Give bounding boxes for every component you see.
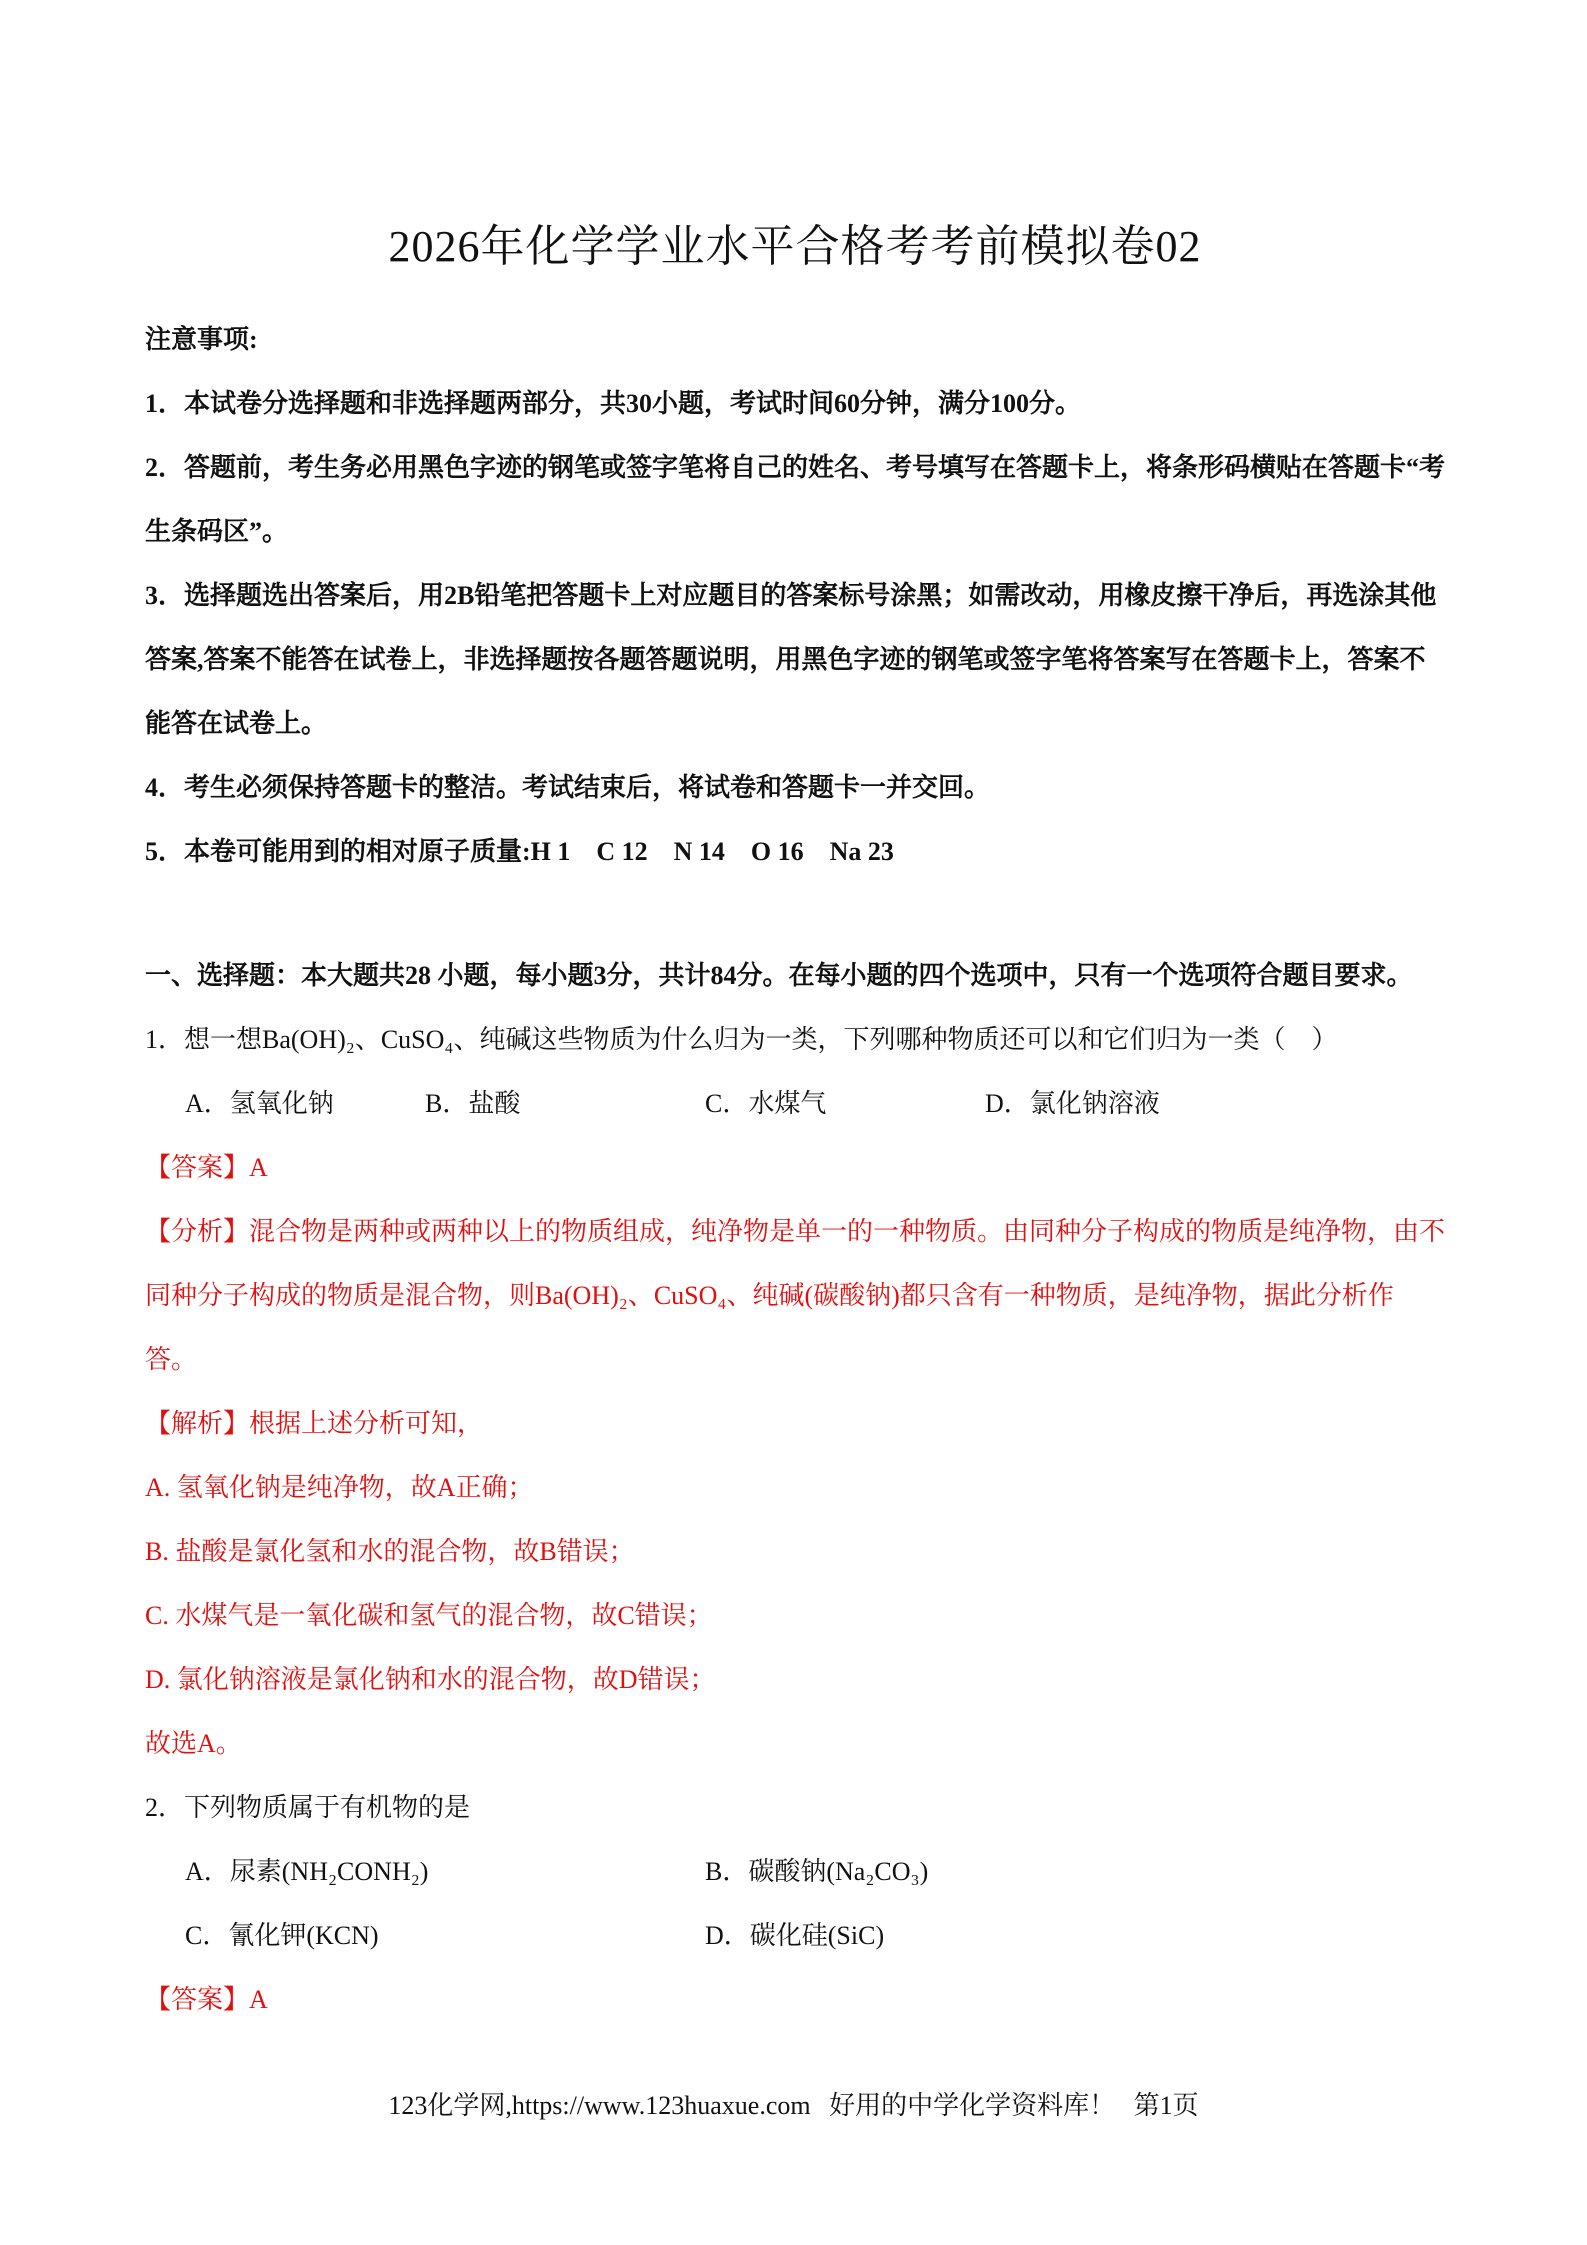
option-d: D．氯化钠溶液: [985, 1089, 1160, 1118]
notice-item: 3．选择题选出答案后，用2B铅笔把答题卡上对应题目的答案标号涂黑；如需改动，用橡皮擦干净后，再选涂其他答案,答案不能答在试卷上，非选择题按各题答题说明，用黑色字迹的钢笔或签字笔将答案写在答题卡上，答案不能答在试卷上。: [145, 581, 1437, 738]
solution-line: A. 氢氧化钠是纯净物，故A正确；: [145, 1473, 534, 1502]
option-c: C．氰化钾(KCN): [185, 1921, 379, 1950]
option-c: C．水煤气: [705, 1089, 827, 1118]
section-heading: 一、选择题：本大题共28 小题，每小题3分，共计84分。在每小题的四个选项中，只有一个选项符合题目要求。: [145, 961, 1413, 990]
question-stem: 2．下列物质属于有机物的是: [145, 1793, 471, 1822]
question-stem: 1．想一想Ba(OH)₂、CuSO₄、纯碱这些物质为什么归为一类，下列哪种物质还可以和它们归为一类（ ）: [145, 1025, 1338, 1054]
footer-page-number: 第1页: [1133, 2091, 1199, 2120]
solution-line: D. 氯化钠溶液是氯化钠和水的混合物，故D错误；: [145, 1665, 716, 1694]
option-row: [145, 1840, 1445, 1904]
document-page: [145, 190, 1445, 2032]
option-a: A．尿素(NH₂CONH₂): [185, 1857, 429, 1886]
option-b: B．碳酸钠(Na₂CO₃): [705, 1857, 929, 1886]
analysis: 【分析】混合物是两种或两种以上的物质组成，纯净物是单一的一种物质。由同种分子构成的物质是纯净物，由不同种分子构成的物质是混合物，则Ba(OH)₂、CuSO₄、纯碱(碳酸钠)都只含有一种物质，是纯净物，据此分析作答。: [145, 1217, 1446, 1374]
solution-line: C. 水煤气是一氧化碳和氢气的混合物，故C错误；: [145, 1601, 713, 1630]
answer: 【答案】A: [145, 1153, 268, 1182]
solution-line: B. 盐酸是氯化氢和水的混合物，故B错误；: [145, 1537, 635, 1566]
option-b: B．盐酸: [425, 1089, 521, 1118]
option-d: D．碳化硅(SiC): [705, 1921, 885, 1950]
notice-item: 1．本试卷分选择题和非选择题两部分，共30小题，考试时间60分钟，满分100分。: [145, 389, 1082, 418]
page-footer: [0, 2085, 1587, 2122]
spacer: [145, 884, 1445, 944]
option-row: [145, 1904, 1445, 1968]
footer-slogan: 好用的中学化学资料库！: [829, 2091, 1116, 2120]
page-title: 2026年化学学业水平合格考考前模拟卷02: [388, 222, 1202, 271]
notice-item: 4．考生必须保持答题卡的整洁。考试结束后，将试卷和答题卡一并交回。: [145, 773, 991, 802]
notice-item: 2．答题前，考生务必用黑色字迹的钢笔或签字笔将自己的姓名、考号填写在答题卡上，将条形码横贴在答题卡“考生条码区”。: [145, 453, 1446, 546]
option-row: [145, 1072, 1445, 1136]
solution: 【解析】根据上述分析可知，: [145, 1409, 484, 1438]
notice-heading: 注意事项:: [145, 325, 258, 354]
option-a: A．氢氧化钠: [185, 1089, 334, 1118]
notice-item: 5．本卷可能用到的相对原子质量:H 1 C 12 N 14 O 16 Na 23: [145, 837, 894, 866]
answer: 【答案】A: [145, 1985, 268, 2014]
conclusion: 故选A。: [145, 1729, 242, 1758]
footer-site: 123化学网,https://www.123huaxue.com: [388, 2091, 811, 2120]
